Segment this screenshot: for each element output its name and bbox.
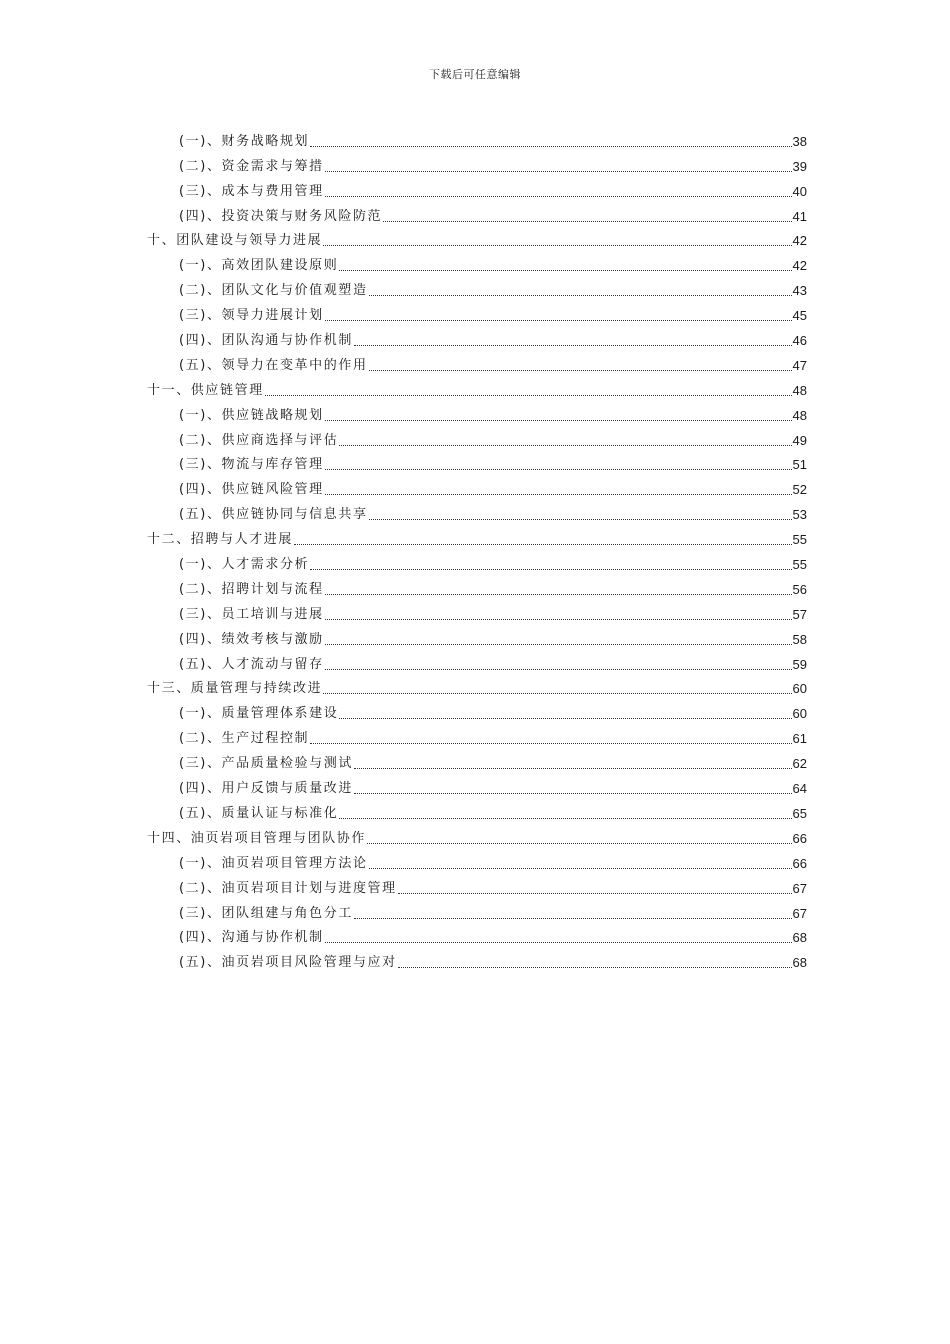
toc-dot-leader [310,146,791,147]
toc-section-entry[interactable] [147,748,807,773]
toc-entry-title: (三)、领导力进展计划 [179,308,324,324]
toc-dot-leader [339,718,791,719]
toc-entry-page-number: 48 [792,407,807,423]
toc-dot-leader [325,619,792,620]
toc-dot-leader [354,768,792,769]
toc-entry-page-number: 55 [792,532,807,548]
toc-chapter-entry[interactable] [147,375,807,400]
toc-section-entry[interactable] [147,201,807,226]
toc-entry-page-number: 57 [792,606,807,622]
toc-entry-title: 十一、供应链管理 [147,382,264,398]
toc-entry-title: (四)、沟通与协作机制 [179,930,324,946]
toc-section-entry[interactable] [147,425,807,450]
toc-dot-leader [325,644,792,645]
toc-dot-leader [325,420,792,421]
toc-entry-page-number: 58 [792,631,807,647]
toc-section-entry[interactable] [147,798,807,823]
toc-entry-title: (三)、物流与库存管理 [179,457,324,473]
toc-entry-page-number: 66 [792,855,807,871]
toc-section-entry[interactable] [147,624,807,649]
toc-entry-page-number: 48 [792,382,807,398]
toc-entry-page-number: 39 [792,158,807,174]
toc-section-entry[interactable] [147,151,807,176]
toc-entry-page-number: 67 [792,880,807,896]
toc-dot-leader [323,693,791,694]
toc-dot-leader [398,967,792,968]
toc-dot-leader [339,445,791,446]
toc-dot-leader [323,245,791,246]
toc-dot-leader [325,942,792,943]
toc-entry-title: (一)、供应链战略规划 [179,407,324,423]
toc-section-entry[interactable] [147,400,807,425]
toc-dot-leader [310,743,791,744]
toc-dot-leader [369,370,792,371]
toc-entry-title: (五)、质量认证与标准化 [179,805,339,821]
toc-entry-page-number: 65 [792,805,807,821]
toc-entry-title: (三)、团队组建与角色分工 [179,905,353,921]
toc-entry-page-number: 43 [792,283,807,299]
toc-entry-title: (五)、领导力在变革中的作用 [179,357,368,373]
toc-entry-title: (四)、投资决策与财务风险防范 [179,208,383,224]
toc-dot-leader [325,320,792,321]
toc-section-entry[interactable] [147,126,807,151]
toc-dot-leader [383,221,791,222]
toc-section-entry[interactable] [147,450,807,475]
toc-entry-title: (四)、供应链风险管理 [179,482,324,498]
toc-entry-page-number: 46 [792,333,807,349]
toc-entry-page-number: 53 [792,507,807,523]
toc-entry-title: (五)、人才流动与留存 [179,656,324,672]
toc-entry-page-number: 68 [792,955,807,971]
toc-dot-leader [339,270,791,271]
toc-section-entry[interactable] [147,698,807,723]
toc-entry-page-number: 41 [792,208,807,224]
toc-entry-title: (一)、油页岩项目管理方法论 [179,855,368,871]
toc-entry-title: (二)、生产过程控制 [179,731,310,747]
toc-entry-title: 十、团队建设与领导力进展 [147,233,323,249]
toc-entry-title: (五)、油页岩项目风险管理与应对 [179,955,397,971]
toc-dot-leader [367,843,792,844]
toc-dot-leader [325,196,792,197]
toc-entry-page-number: 45 [792,308,807,324]
toc-entry-page-number: 68 [792,930,807,946]
toc-section-entry[interactable] [147,574,807,599]
toc-entry-title: (二)、供应商选择与评估 [179,432,339,448]
toc-entry-title: (二)、招聘计划与流程 [179,581,324,597]
toc-entry-title: 十二、招聘与人才进展 [147,532,294,548]
toc-entry-page-number: 59 [792,656,807,672]
toc-entry-title: 十四、油页岩项目管理与团队协作 [147,830,367,846]
toc-section-entry[interactable] [147,474,807,499]
toc-section-entry[interactable] [147,723,807,748]
toc-section-entry[interactable] [147,350,807,375]
toc-section-entry[interactable] [147,848,807,873]
toc-entry-page-number: 40 [792,183,807,199]
toc-entry-page-number: 61 [792,731,807,747]
toc-dot-leader [265,395,792,396]
toc-entry-title: 十三、质量管理与持续改进 [147,681,323,697]
toc-entry-page-number: 52 [792,482,807,498]
toc-dot-leader [339,818,791,819]
toc-dot-leader [354,793,792,794]
toc-section-entry[interactable] [147,300,807,325]
toc-entry-page-number: 38 [792,133,807,149]
toc-section-entry[interactable] [147,176,807,201]
toc-dot-leader [354,345,792,346]
toc-entry-page-number: 42 [792,233,807,249]
toc-dot-leader [369,295,792,296]
toc-entry-title: (四)、绩效考核与激励 [179,631,324,647]
toc-entry-page-number: 49 [792,432,807,448]
toc-dot-leader [398,893,792,894]
toc-entry-page-number: 67 [792,905,807,921]
toc-entry-page-number: 60 [792,681,807,697]
toc-entry-title: (五)、供应链协同与信息共享 [179,507,368,523]
toc-entry-page-number: 60 [792,706,807,722]
toc-chapter-entry[interactable] [147,524,807,549]
toc-section-entry[interactable] [147,499,807,524]
toc-section-entry[interactable] [147,947,807,972]
toc-entry-page-number: 66 [792,830,807,846]
toc-section-entry[interactable] [147,923,807,948]
toc-chapter-entry[interactable] [147,226,807,251]
toc-entry-title: (一)、人才需求分析 [179,557,310,573]
toc-entry-page-number: 51 [792,457,807,473]
toc-entry-title: (四)、团队沟通与协作机制 [179,333,353,349]
toc-entry-title: (二)、资金需求与筹措 [179,158,324,174]
page-header: 下载后可任意编辑 [429,68,521,81]
toc-section-entry[interactable] [147,649,807,674]
toc-entry-page-number: 42 [792,258,807,274]
toc-dot-leader [354,918,792,919]
toc-section-entry[interactable] [147,898,807,923]
toc-chapter-entry[interactable] [147,674,807,699]
toc-chapter-entry[interactable] [147,823,807,848]
toc-section-entry[interactable] [147,325,807,350]
toc-entry-title: (一)、高效团队建设原则 [179,258,339,274]
toc-entry-title: (二)、团队文化与价值观塑造 [179,283,368,299]
toc-section-entry[interactable] [147,873,807,898]
toc-entry-title: (二)、油页岩项目计划与进度管理 [179,880,397,896]
toc-dot-leader [369,868,792,869]
toc-entry-title: (一)、质量管理体系建设 [179,706,339,722]
toc-section-entry[interactable] [147,250,807,275]
toc-entry-title: (一)、财务战略规划 [179,133,310,149]
toc-dot-leader [325,171,792,172]
toc-entry-title: (三)、员工培训与进展 [179,606,324,622]
toc-section-entry[interactable] [147,773,807,798]
toc-dot-leader [325,594,792,595]
table-of-contents [147,126,807,972]
toc-section-entry[interactable] [147,599,807,624]
toc-dot-leader [325,669,792,670]
toc-entry-page-number: 55 [792,557,807,573]
toc-section-entry[interactable] [147,275,807,300]
toc-entry-page-number: 56 [792,581,807,597]
toc-dot-leader [310,569,791,570]
toc-entry-page-number: 47 [792,357,807,373]
toc-dot-leader [294,544,792,545]
toc-dot-leader [369,519,792,520]
toc-entry-page-number: 62 [792,756,807,772]
toc-entry-title: (三)、成本与费用管理 [179,183,324,199]
toc-dot-leader [325,469,792,470]
toc-entry-title: (三)、产品质量检验与测试 [179,756,353,772]
toc-entry-page-number: 64 [792,781,807,797]
toc-section-entry[interactable] [147,549,807,574]
toc-entry-title: (四)、用户反馈与质量改进 [179,781,353,797]
toc-dot-leader [325,494,792,495]
